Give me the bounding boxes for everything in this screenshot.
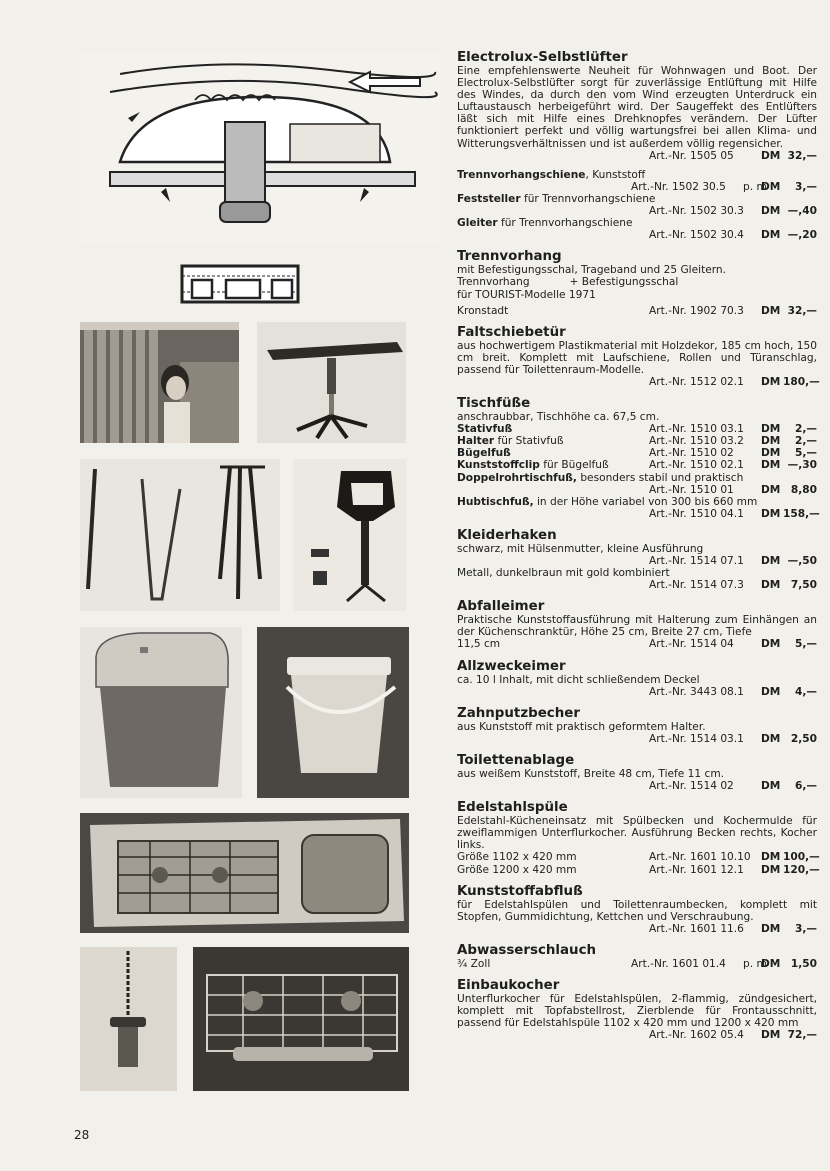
section-edelstahlspuele (457, 800, 820, 876)
price: 3,— (795, 180, 817, 193)
currency-label: DM (761, 780, 781, 793)
section-title: Kunststoffabfluß (457, 883, 583, 899)
article-number: Art.-Nr. 1512 02.1 (649, 375, 744, 388)
list-item (457, 851, 820, 864)
folding-door-photo (80, 322, 239, 443)
item-name: Halter (457, 435, 495, 448)
description-part: + Befestigungsschal (569, 276, 679, 289)
section-title: Abwasserschlauch (457, 942, 597, 958)
article-number: Art.-Nr. 3443 08.1 (649, 685, 744, 698)
currency-label: DM (761, 435, 781, 448)
item-suffix: für Stativfuß (494, 435, 564, 448)
item-suffix: für Trennvorhangschiene (520, 192, 656, 205)
description-last-line: 11,5 cm (457, 638, 501, 651)
currency-label: DM (761, 638, 781, 651)
cooker-photo (193, 947, 409, 1091)
section-title: Abfalleimer (457, 599, 545, 615)
item-name: Kronstadt (457, 304, 509, 317)
article-number: Art.-Nr. 1601 12.1 (649, 863, 744, 876)
section-description: aus hochwertigem Plastikmaterial mit Holzdekor, 185 cm hoch, 150 cm breit. Komplett mit Laufschiene, Rollen und Türanschlag, passend für Toilettenraum-Modelle. (457, 339, 817, 376)
price: 32,— (787, 149, 817, 162)
currency-label: DM (761, 1029, 781, 1042)
table-leg-photo (257, 322, 406, 443)
list-item (457, 863, 820, 876)
section-trennvorhangschiene (457, 169, 817, 193)
article-number: Art.-Nr. 1502 30.5 (631, 180, 726, 193)
article-number: Art.-Nr. 1505 05 (649, 149, 734, 162)
section-description: anschraubbar, Tischhöhe ca. 67,5 cm. (457, 411, 660, 424)
article-number: Art.-Nr. 1601 01.4 (631, 957, 726, 970)
currency-label: DM (761, 459, 781, 472)
item-name: ¾ Zoll (457, 957, 491, 970)
item-name: Hubtischfuß, (457, 495, 534, 508)
article-number: Art.-Nr. 1502 30.3 (649, 205, 744, 218)
price: —,30 (787, 459, 817, 472)
section-description: schwarz, mit Hülsenmutter, kleine Ausführung (457, 542, 704, 555)
stainless-sink-photo (80, 813, 409, 933)
section-description: Eine empfehlenswerte Neuheit für Wohnwagen und Boot. Der Electrolux-Selbstlüfter sorgt für zuverlässige Entlüftung mit Hilfe des Windes, da durch den vom Wind erzeugten Unterdruck ein Luftaustausch herbeigeführt wird. Der Saugeffekt des Entlüfters läßt sich mit Hilfe eines Drehknopfes verändern. Der Lüfter funktioniert perfekt und völlig wartungsfrei bei allen Klima- und Witterungsverhältnissen und ist außerdem völlig regensicher. (457, 65, 817, 150)
currency-label: DM (761, 447, 781, 460)
item-name: Gleiter (457, 217, 498, 230)
price: 6,— (795, 780, 817, 793)
page-number: 28 (74, 1128, 90, 1142)
section-description: mit Befestigungsschal, Trageband und 25 Gleitern. (457, 264, 726, 277)
article-number: Art.-Nr. 1510 02.1 (649, 459, 744, 472)
currency-label: DM (761, 579, 781, 592)
section-zahnputzbecher (457, 706, 817, 745)
currency-label: DM (761, 304, 781, 317)
list-item (457, 423, 817, 435)
article-number: Art.-Nr. 1514 07.3 (649, 579, 744, 592)
waste-bin-photo (80, 627, 242, 798)
section-title: Toilettenablage (457, 752, 575, 768)
section-kleiderhaken (457, 528, 817, 591)
section-allzweckeimer (457, 659, 817, 698)
currency-label: DM (761, 375, 781, 388)
item-name: Trennvorhangschiene (457, 168, 586, 181)
unit-label: p. m (743, 957, 767, 970)
section-einbaukocher (457, 978, 817, 1041)
table-foot-clip-photo (293, 459, 406, 611)
section-title: Edelstahlspüle (457, 800, 568, 816)
article-number: Art.-Nr. 1510 03.1 (649, 423, 744, 436)
item-name: Doppelrohrtischfuß, (457, 471, 577, 484)
item-name: Größe 1102 x 420 mm (457, 851, 577, 864)
article-number: Art.-Nr. 1514 02 (649, 780, 734, 793)
article-number: Art.-Nr. 1510 04.1 (649, 507, 744, 520)
curtain-rail-profile (180, 262, 300, 306)
item-name: Stativfuß (457, 423, 513, 436)
section-tischfuesse (457, 396, 820, 520)
section-title: Faltschiebetür (457, 324, 566, 340)
section-description: für TOURIST-Modelle 1971 (457, 288, 596, 301)
currency-label: DM (761, 863, 781, 876)
currency-label: DM (761, 732, 781, 745)
price: 8,80 (790, 483, 817, 496)
list-item (457, 459, 817, 471)
price: 2,50 (790, 732, 817, 745)
article-number: Art.-Nr. 1510 02 (649, 447, 734, 460)
currency-label: DM (761, 229, 781, 242)
currency-label: DM (761, 149, 781, 162)
section-title: Zahnputzbecher (457, 705, 580, 721)
catalog-text-column (457, 50, 820, 1042)
article-number: Art.-Nr. 1601 11.6 (649, 922, 744, 935)
bucket-photo (257, 627, 409, 798)
price: 1,50 (790, 957, 817, 970)
item-suffix: für Bügelfuß (539, 459, 609, 472)
item-name: Bügelfuß (457, 447, 511, 460)
unit-label: p. m (743, 180, 767, 193)
article-number: Art.-Nr. 1601 10.10 (649, 851, 751, 864)
price: 3,— (795, 922, 817, 935)
currency-label: DM (761, 205, 781, 218)
table-feet-photo (80, 459, 280, 611)
section-gleiter (457, 217, 817, 241)
section-trennvorhang (457, 249, 817, 316)
article-number: Art.-Nr. 1602 05.4 (649, 1029, 744, 1042)
item-suffix: für Trennvorhangschiene (497, 217, 633, 230)
section-description: Metall, dunkelbraun mit gold kombiniert (457, 567, 670, 580)
section-description: Praktische Kunststoffausführung mit Halterung zum Einhängen an der Küchenschranktür, Höhe 25 cm, Breite 27 cm, Tiefe (457, 614, 817, 639)
section-description: Edelstahl-Kücheneinsatz mit Spülbecken und Kochermulde für zweiflammigen Unterflurkocher. Ausführung Becken rechts, Kocher links. (457, 815, 817, 852)
price: 72,— (787, 1029, 817, 1042)
item-name: Feststeller (457, 192, 521, 205)
article-number: Art.-Nr. 1514 04 (649, 638, 734, 651)
section-description: aus Kunststoff mit praktisch geformtem Halter. (457, 720, 706, 733)
section-description: Unterflurkocher für Edelstahlspülen, 2-flammig, zündgesichert, komplett mit Topfabstellrost, Zierblende für Frontausschnitt, passend für Edelstahlspüle 1102 x 420 mm und 1200 x 420 mm (457, 992, 817, 1030)
description-part: Trennvorhang (457, 276, 530, 289)
section-title: Einbaukocher (457, 977, 560, 993)
section-title: Electrolux-Selbstlüfter (457, 50, 628, 65)
price: 120,— (783, 863, 820, 876)
item-suffix: besonders stabil und praktisch (576, 471, 744, 484)
price: 2,— (795, 423, 817, 436)
list-item (457, 435, 817, 447)
currency-label: DM (761, 685, 781, 698)
section-title: Kleiderhaken (457, 527, 557, 543)
drain-plug-photo (80, 947, 177, 1091)
currency-label: DM (761, 957, 781, 970)
section-title: Trennvorhang (457, 249, 562, 265)
price: 2,— (795, 435, 817, 448)
section-toilettenablage (457, 753, 817, 792)
currency-label: DM (761, 180, 781, 193)
currency-label: DM (761, 423, 781, 436)
section-abfalleimer (457, 599, 817, 650)
price: 5,— (795, 447, 817, 460)
section-faltschiebetuer (457, 324, 820, 388)
price: —,20 (787, 229, 817, 242)
section-title: Allzweckeimer (457, 658, 566, 674)
currency-label: DM (761, 555, 781, 567)
article-number: Art.-Nr. 1510 01 (649, 483, 734, 496)
item-name: Kunststoffclip (457, 459, 540, 472)
section-description: aus weißem Kunststoff, Breite 48 cm, Tiefe 11 cm. (457, 767, 725, 780)
price: 32,— (787, 304, 817, 317)
section-description: für Edelstahlspülen und Toilettenraumbecken, komplett mit Stopfen, Gummidichtung, Kettchen und Verschraubung. (457, 898, 817, 923)
section-abwasserschlauch (457, 943, 817, 970)
article-number: Art.-Nr. 1902 70.3 (649, 304, 744, 317)
item-suffix: , Kunststoff (585, 168, 646, 181)
currency-label: DM (761, 922, 781, 935)
currency-label: DM (761, 851, 781, 864)
section-feststeller (457, 193, 817, 217)
list-item (457, 447, 817, 459)
price: 180,— (783, 375, 820, 388)
ventilator-diagram (80, 52, 440, 242)
price: 7,50 (790, 579, 817, 592)
price: —,50 (787, 555, 817, 567)
item-name: Größe 1200 x 420 mm (457, 863, 577, 876)
article-number: Art.-Nr. 1510 03.2 (649, 435, 744, 448)
section-title: Tischfüße (457, 396, 531, 412)
section-selbstluefter (457, 50, 817, 162)
currency-label: DM (761, 507, 781, 520)
section-kunststoffabfluss (457, 884, 817, 935)
article-number: Art.-Nr. 1514 03.1 (649, 732, 744, 745)
currency-label: DM (761, 483, 781, 496)
article-number: Art.-Nr. 1514 07.1 (649, 555, 744, 567)
price: 158,— (783, 507, 820, 520)
price: 100,— (783, 851, 820, 864)
article-number: Art.-Nr. 1502 30.4 (649, 229, 744, 242)
item-suffix: in der Höhe variabel von 300 bis 660 mm (533, 495, 758, 508)
price: 4,— (795, 685, 817, 698)
section-description: ca. 10 l Inhalt, mit dicht schließendem Deckel (457, 673, 700, 686)
price: 5,— (795, 638, 817, 651)
price: —,40 (787, 205, 817, 218)
